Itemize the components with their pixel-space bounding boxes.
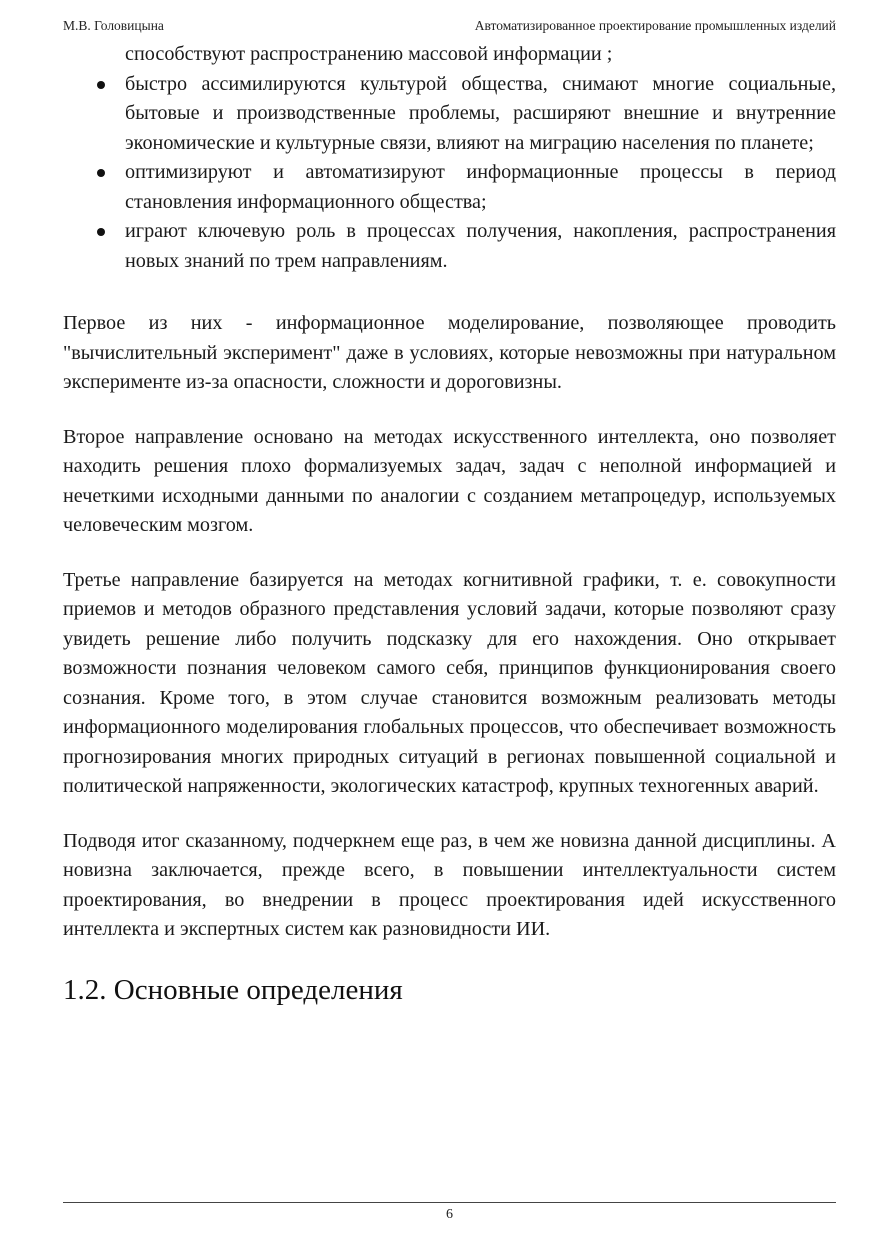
- list-item-text: быстро ассимилируются культурой общества, снимают многие социальные, бытовые и производственные проблемы, расширяют внешние и внутренние экономические и культурные связи, влияют на миграцию населения по планете;: [125, 72, 836, 154]
- bullet-dot-icon: [97, 81, 105, 89]
- paragraph-artificial-intelligence: Второе направление основано на методах искусственного интеллекта, оно позволяет находить решения плохо формализуемых задач, задач с неполной информацией и нечеткими исходными данными по аналогии с созданием метапроцедур, используемых человеческим мозгом.: [63, 425, 836, 536]
- paragraph-cognitive-graphics: Третье направление базируется на методах когнитивной графики, т. е. совокупности приемов и методов образного представления условий задачи, которые позволяют сразу увидеть решение либо получить подсказку для его нахождения. Оно открывает возможности познания человеком самого себя, принципов функционирования своего сознания. Кроме того, в этом случае становится возможным реализовать методы информационного моделирования глобальных процессов, что обеспечивает возможность прогнозирования многих природных ситуаций в регионах повышенной социальной и политической напряженности, экологических катастроф, крупных техногенных аварий.: [63, 568, 836, 797]
- list-item: [63, 70, 836, 159]
- header-author: М.В. Головицына: [63, 18, 164, 33]
- document-page: [63, 0, 836, 1241]
- list-item-text: играют ключевую роль в процессах получения, накопления, распространения новых знаний по трем направлениям.: [125, 220, 836, 272]
- header-document-title: Автоматизированное проектирование промышленных изделий: [474, 18, 836, 33]
- bullet-continuation: [63, 40, 836, 70]
- bullet-dot-icon: [97, 228, 105, 236]
- bullet-list: [63, 40, 836, 276]
- footer-divider: [63, 1202, 836, 1203]
- bullet-dot-icon: [97, 169, 105, 177]
- section-heading: 1.2. Основные определения: [63, 973, 403, 1006]
- running-header: [63, 17, 836, 37]
- paragraph-information-modeling: Первое из них - информационное моделирование, позволяющее проводить "вычислительный эксперимент" даже в условиях, которые невозможны при натуральном эксперименте из-за опасности, сложности и дороговизны.: [63, 312, 836, 393]
- paragraph-summary: Подводя итог сказанному, подчеркнем еще раз, в чем же новизна данной дисциплины. А новизна заключается, прежде всего, в повышении интеллектуальности систем проектирования, во внедрении в процесс проектирования идей искусственного интеллекта и экспертных систем как разновидности ИИ.: [63, 829, 836, 940]
- list-item-text: оптимизируют и автоматизируют информационные процессы в период становления информационного общества;: [125, 161, 836, 213]
- list-item: [63, 217, 836, 276]
- bullet-continuation-text: способствуют распространению массовой информации ;: [125, 43, 613, 65]
- list-item: [63, 158, 836, 217]
- page-number: 6: [446, 1207, 453, 1222]
- page-content: [63, 40, 836, 1008]
